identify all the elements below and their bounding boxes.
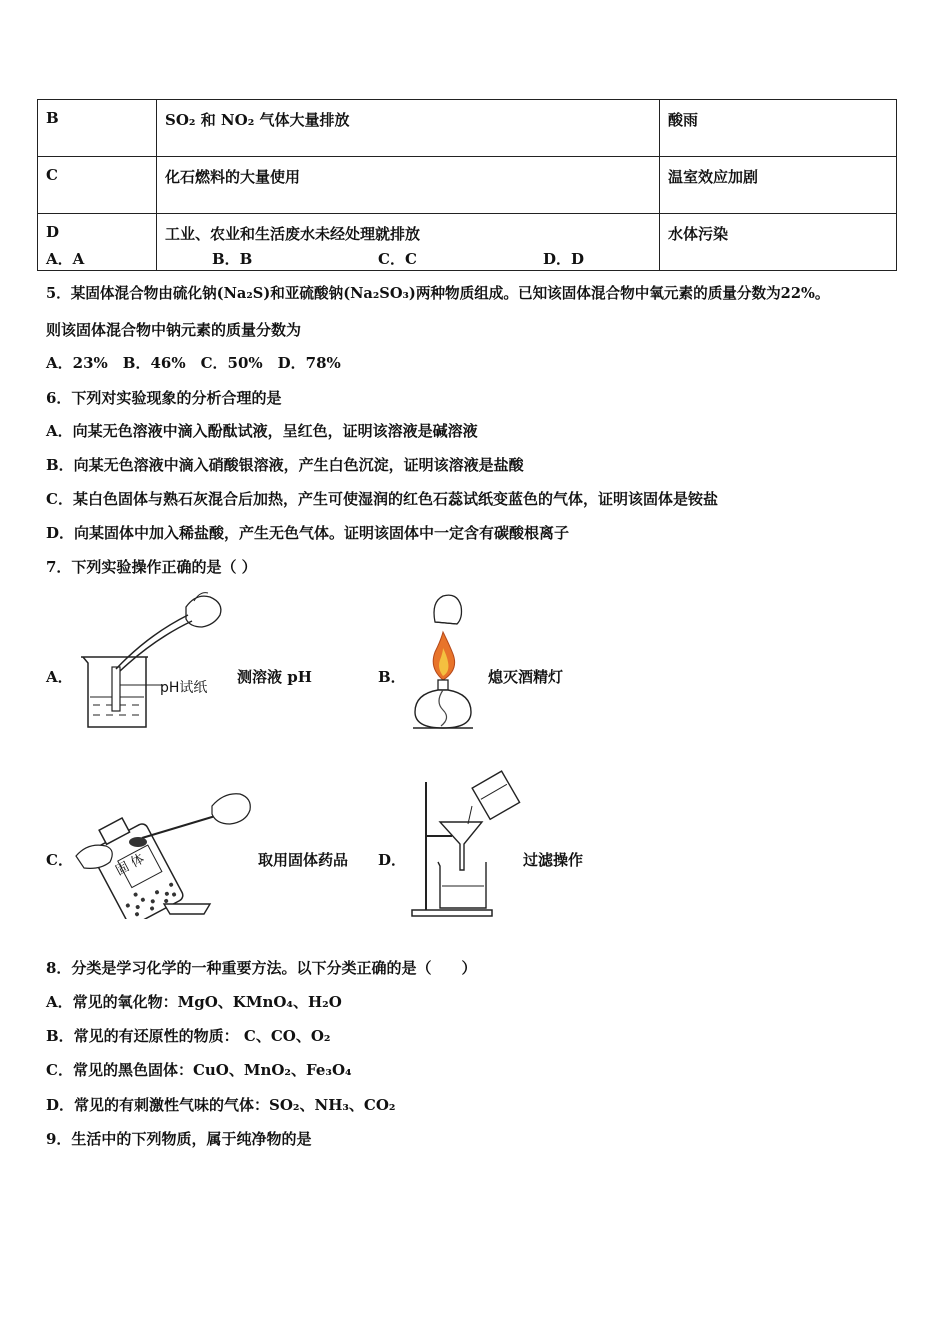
table-row (38, 157, 897, 214)
table-row (38, 100, 897, 157)
row-label: C (38, 157, 157, 214)
row-cause: 工业、农业和生活废水未经处理就排放 (157, 214, 660, 271)
q4-option-d: D．D (543, 250, 585, 268)
table-row (38, 214, 897, 271)
row-effect: 水体污染 (660, 214, 897, 271)
row-effect: 温室效应加剧 (660, 157, 897, 214)
q7-b-letter: B． (378, 668, 406, 686)
row-label: D (38, 214, 157, 271)
row-cause: SO₂ 和 NO₂ 气体大量排放 (157, 100, 660, 157)
q7-c-letter: C． (46, 851, 73, 869)
q7-stem: 7．下列实验操作正确的是（ ） (46, 558, 257, 576)
q6-option-d: D．向某固体中加入稀盐酸，产生无色气体。证明该固体中一定含有碳酸根离子 (46, 524, 570, 542)
ph-test-illustration (78, 585, 228, 735)
q6-option-a: A．向某无色溶液中滴入酚酞试液，呈红色，证明该溶液是碱溶液 (46, 422, 478, 440)
q8-option-c: C．常见的黑色固体：CuO、MnO₂、Fe₃O₄ (46, 1061, 352, 1079)
pollution-table (37, 99, 897, 271)
q7-d-letter: D． (378, 851, 407, 869)
q6-option-b: B．向某无色溶液中滴入硝酸银溶液，产生白色沉淀，证明该溶液是盐酸 (46, 456, 524, 474)
solid-reagent-illustration (72, 784, 257, 919)
q9-stem: 9．生活中的下列物质，属于纯净物的是 (46, 1130, 312, 1148)
q8-stem: 8．分类是学习化学的一种重要方法。以下分类正确的是（ ） (46, 959, 477, 977)
row-effect: 酸雨 (660, 100, 897, 157)
row-cause: 化石燃料的大量使用 (157, 157, 660, 214)
ph-paper-label: pH试纸 (160, 680, 208, 696)
q7-a-caption: 测溶液 pH (237, 668, 312, 686)
alcohol-lamp-illustration (405, 588, 485, 736)
q7-b-caption: 熄灭酒精灯 (488, 668, 564, 686)
q4-option-b: B．B (212, 250, 253, 268)
q7-c-caption: 取用固体药品 (258, 851, 349, 869)
q8-option-a: A．常见的氧化物：MgO、KMnO₄、H₂O (46, 993, 342, 1011)
q8-option-d: D．常见的有刺激性气味的气体：SO₂、NH₃、CO₂ (46, 1096, 396, 1114)
q8-option-b: B．常见的有还原性的物质： C、CO、O₂ (46, 1027, 331, 1045)
q4-option-c: C．C (378, 250, 417, 268)
q4-option-a: A．A (46, 250, 85, 268)
q5-stem-line1: 5．某固体混合物由硫化钠(Na₂S)和亚硫酸钠(Na₂SO₃)两种物质组成。已知该固体混合物中氧元素的质量分数为22%。 (46, 285, 830, 302)
reagent-bottle-label: 固体 (113, 849, 151, 879)
q5-stem-line2: 则该固体混合物中钠元素的质量分数为 (46, 321, 302, 339)
q6-option-c: C．某白色固体与熟石灰混合后加热，产生可使湿润的红色石蕊试纸变蓝色的气体，证明该固体是铵盐 (46, 490, 718, 508)
q5-options: A．23% B．46% C．50% D．78% (46, 354, 341, 372)
row-label: B (38, 100, 157, 157)
filtration-illustration (408, 770, 523, 920)
q7-a-letter: A． (46, 668, 73, 686)
q7-d-caption: 过滤操作 (523, 851, 584, 869)
q6-stem: 6．下列对实验现象的分析合理的是 (46, 389, 282, 407)
